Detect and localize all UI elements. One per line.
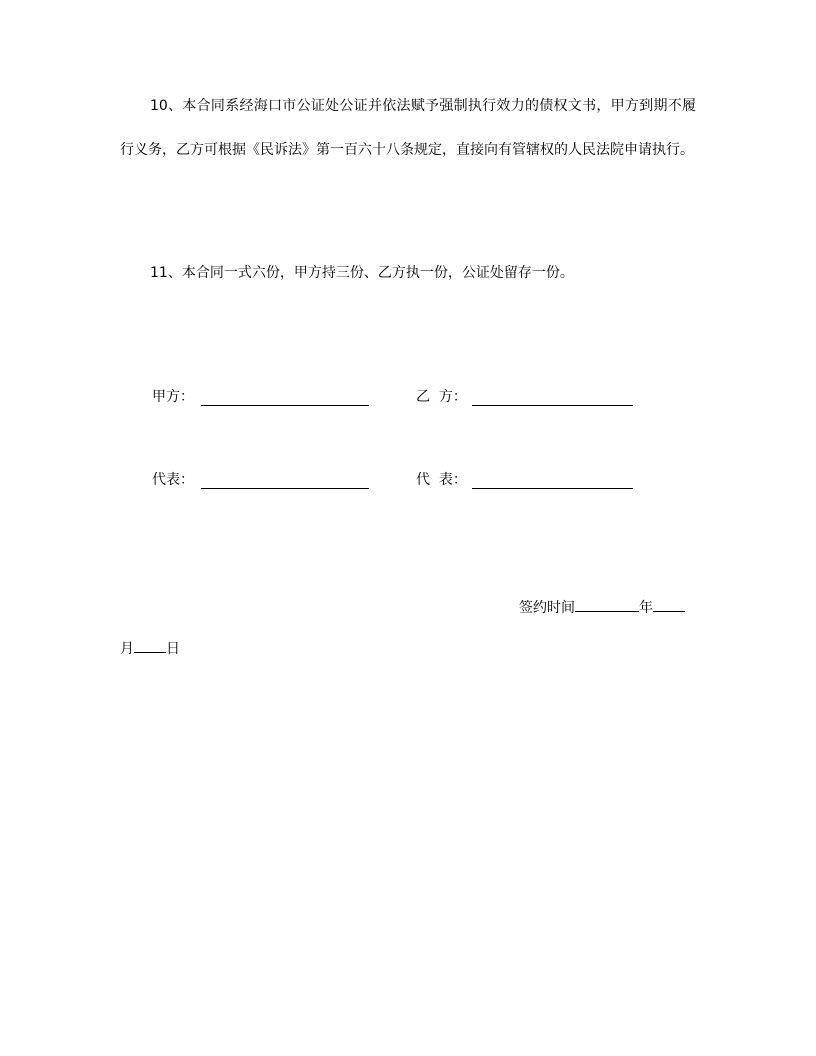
month-label: 月 — [120, 641, 134, 657]
clause-10: 10、本合同系经海口市公证处公证并依法赋予强制执行效力的债权文书，甲方到期不履行义务，乙方可根据《民诉法》第一百六十八条规定，直接向有管辖权的人民法院申请执行。 — [120, 98, 696, 158]
representative-a-signature-line — [201, 488, 369, 489]
signing-date-label: 签约时间 — [519, 600, 575, 616]
party-b-label: 乙 方： — [416, 389, 467, 405]
representative-b-signature-line — [472, 488, 633, 489]
year-label: 年 — [639, 600, 653, 616]
representative-b-label: 代 表： — [416, 472, 467, 488]
party-a-signature-line — [201, 405, 369, 406]
signing-date-line-1 — [519, 596, 685, 618]
party-a-label: 甲方： — [152, 389, 194, 405]
year-blank — [575, 596, 639, 612]
clause-11: 11、本合同一式六份，甲方持三份、乙方执一份，公证处留存一份。 — [150, 265, 574, 281]
representative-a-label: 代表： — [152, 472, 194, 488]
signing-date-line-2 — [120, 637, 180, 659]
party-b-signature-line — [472, 405, 633, 406]
day-label: 日 — [166, 641, 180, 657]
day-blank — [134, 637, 166, 653]
month-blank — [653, 596, 685, 612]
